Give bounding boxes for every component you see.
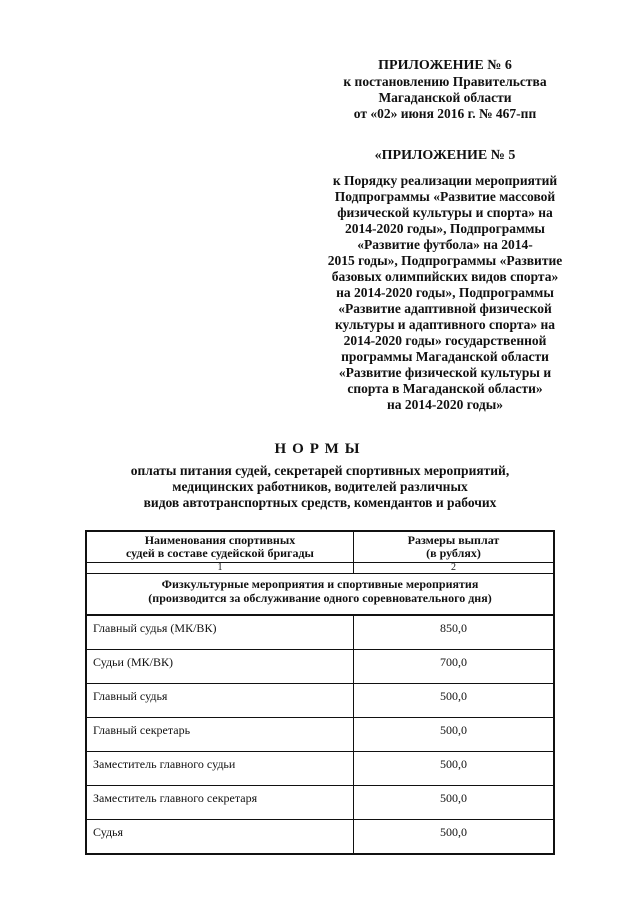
header-cell-line: Размеры выплат — [407, 533, 500, 547]
appendix-5-line: спорта в Магаданской области» — [347, 381, 543, 396]
appendix-6-line: от «02» июня 2016 г. № 467-пп — [353, 106, 537, 121]
header-judge-names — [86, 531, 353, 563]
judge-position: Заместитель главного судьи — [86, 752, 353, 786]
table-row — [86, 650, 554, 684]
subtitle-line: медицинских работников, водителей различных — [172, 479, 468, 494]
appendix-5-line: на 2014-2020 годы» — [386, 397, 504, 412]
appendix-5-line: 2014-2020 годы» государственной — [343, 333, 547, 348]
appendix-5-line: Подпрограммы «Развитие массовой — [334, 189, 556, 204]
appendix-6-line: к постановлению Правительства — [343, 74, 547, 89]
table-row — [86, 718, 554, 752]
payment-norms-table — [85, 530, 555, 855]
subtitle-line: видов автотранспортных средств, комендантов и рабочих — [143, 495, 497, 510]
appendix-5-line: «Развитие физической культуры и — [338, 365, 552, 380]
judge-position: Заместитель главного секретаря — [86, 786, 353, 820]
appendix-5-line: программы Магаданской области — [341, 349, 549, 364]
appendix-5-line: «Развитие футбола» на 2014- — [357, 237, 533, 252]
table-row — [86, 786, 554, 820]
table-header-row — [86, 531, 554, 563]
table-row — [86, 752, 554, 786]
header-payment-amounts — [353, 531, 554, 563]
appendix-5-title: «ПРИЛОЖЕНИЕ № 5 — [374, 148, 516, 163]
column-number-row — [86, 563, 554, 574]
section-row — [86, 574, 554, 616]
payment-amount: 500,0 — [353, 684, 554, 718]
judge-position: Главный судья — [86, 684, 353, 718]
table-row — [86, 615, 554, 650]
appendix-5-line: базовых олимпийских видов спорта» — [331, 269, 559, 284]
payment-amount: 500,0 — [353, 718, 554, 752]
appendix-5-line: «Развитие адаптивной физической — [338, 301, 552, 316]
table-row — [86, 684, 554, 718]
norms-subtitle — [70, 463, 570, 511]
header-cell-line: судей в составе судейской бригады — [126, 546, 314, 560]
payment-amount: 700,0 — [353, 650, 554, 684]
section-heading — [86, 574, 554, 616]
payment-amount: 500,0 — [353, 786, 554, 820]
appendix-5-line: культуры и адаптивного спорта» на — [334, 317, 556, 332]
judge-position: Главный секретарь — [86, 718, 353, 752]
judge-position: Судьи (МК/ВК) — [86, 650, 353, 684]
subtitle-line: оплаты питания судей, секретарей спортивных мероприятий, — [130, 463, 510, 478]
appendix-5-header — [300, 148, 590, 413]
appendix-6-title: ПРИЛОЖЕНИЕ № 6 — [378, 58, 512, 73]
section-heading-line: (производится за обслуживание одного соревновательного дня) — [148, 591, 492, 605]
judge-position: Судья — [86, 820, 353, 855]
payment-norms-table-wrapper — [85, 530, 555, 855]
table-row — [86, 820, 554, 855]
column-number: 1 — [86, 563, 353, 574]
appendix-6-header — [300, 58, 590, 122]
norms-title: НОРМЫ — [274, 441, 366, 457]
payment-amount: 500,0 — [353, 752, 554, 786]
appendix-5-line: на 2014-2020 годы», Подпрограммы — [336, 285, 554, 300]
header-cell-line: Наименования спортивных — [144, 533, 296, 547]
appendix-5-line: физической культуры и спорта» на — [337, 205, 553, 220]
header-cell-line: (в рублях) — [426, 546, 481, 560]
appendix-5-line: 2015 годы», Подпрограммы «Развитие — [327, 253, 563, 268]
payment-amount: 500,0 — [353, 820, 554, 855]
judge-position: Главный судья (МК/ВК) — [86, 615, 353, 650]
appendix-5-line: 2014-2020 годы», Подпрограммы — [345, 221, 545, 236]
appendix-6-line: Магаданской области — [378, 90, 512, 105]
column-number: 2 — [353, 563, 554, 574]
section-heading-line: Физкультурные мероприятия и спортивные мероприятия — [161, 577, 479, 591]
payment-amount: 850,0 — [353, 615, 554, 650]
appendix-5-line: к Порядку реализации мероприятий — [332, 173, 558, 188]
